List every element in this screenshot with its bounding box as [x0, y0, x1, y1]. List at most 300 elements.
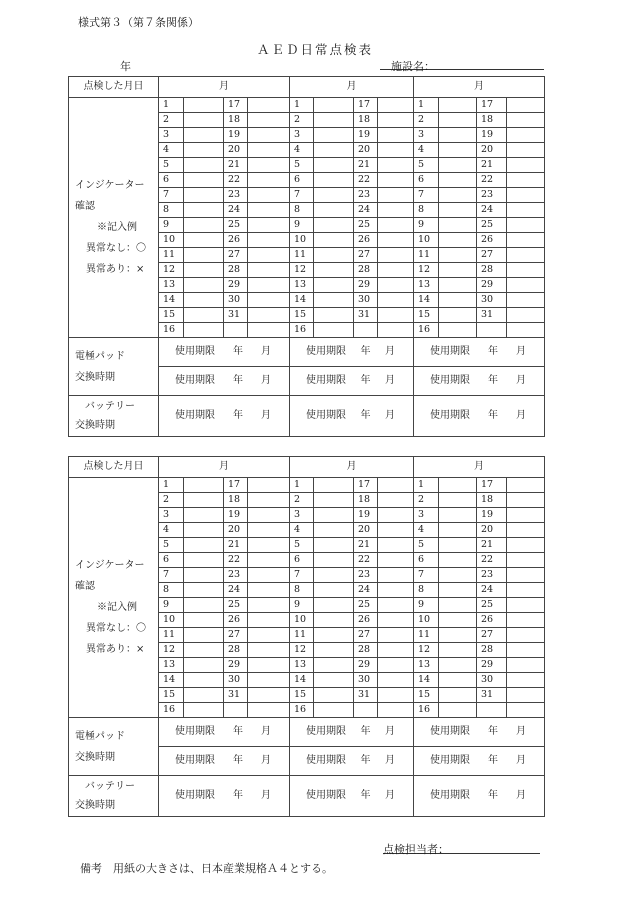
check-cell[interactable]: [314, 308, 354, 323]
expiry-date-cell[interactable]: [290, 747, 414, 776]
indicator-label-line: 異常なし：〇: [86, 623, 146, 634]
day-number: 21: [224, 158, 248, 173]
check-cell[interactable]: [248, 173, 290, 188]
check-cell[interactable]: [507, 293, 545, 308]
day-number: 3: [414, 508, 439, 523]
day-number: 30: [477, 673, 507, 688]
check-cell[interactable]: [507, 113, 545, 128]
month-unit: 月: [516, 410, 526, 421]
check-cell[interactable]: [507, 643, 545, 658]
check-cell[interactable]: [248, 568, 290, 583]
day-number: 9: [159, 218, 184, 233]
day-number: 6: [159, 173, 184, 188]
check-cell[interactable]: [378, 553, 414, 568]
check-cell[interactable]: [314, 643, 354, 658]
check-cell[interactable]: [439, 538, 477, 553]
check-cell[interactable]: [248, 553, 290, 568]
day-number: 21: [224, 538, 248, 553]
check-cell[interactable]: [507, 248, 545, 263]
check-cell[interactable]: [378, 493, 414, 508]
check-cell[interactable]: [314, 158, 354, 173]
check-cell[interactable]: [248, 278, 290, 293]
check-cell[interactable]: [314, 233, 354, 248]
check-cell[interactable]: [314, 143, 354, 158]
check-cell[interactable]: [507, 128, 545, 143]
check-cell[interactable]: [314, 188, 354, 203]
check-cell[interactable]: [439, 128, 477, 143]
check-cell[interactable]: [378, 113, 414, 128]
check-cell[interactable]: [439, 323, 477, 338]
day-number: 9: [414, 598, 439, 613]
check-cell[interactable]: [439, 568, 477, 583]
day-number: 24: [224, 583, 248, 598]
day-number: 21: [354, 158, 378, 173]
check-cell[interactable]: [439, 98, 477, 113]
month-header[interactable]: 月: [159, 77, 290, 98]
check-cell[interactable]: [439, 628, 477, 643]
check-cell[interactable]: [378, 173, 414, 188]
day-number: 21: [477, 538, 507, 553]
check-cell[interactable]: [378, 308, 414, 323]
inspection-table-1: [68, 76, 545, 437]
check-cell[interactable]: [507, 158, 545, 173]
check-cell[interactable]: [184, 113, 224, 128]
day-number: 14: [290, 293, 314, 308]
inspector-field[interactable]: 点検担当者：: [383, 841, 540, 854]
check-cell[interactable]: [248, 508, 290, 523]
check-cell[interactable]: [184, 218, 224, 233]
check-cell[interactable]: [507, 98, 545, 113]
battery-label-line: バッテリー: [85, 401, 135, 412]
day-number: 19: [354, 128, 378, 143]
check-cell[interactable]: [439, 553, 477, 568]
check-cell[interactable]: [507, 323, 545, 338]
check-cell[interactable]: [314, 553, 354, 568]
check-cell[interactable]: [507, 688, 545, 703]
expiry-date-cell[interactable]: [414, 718, 545, 747]
check-cell[interactable]: [248, 478, 290, 493]
check-cell[interactable]: [314, 523, 354, 538]
check-cell[interactable]: [248, 143, 290, 158]
check-cell[interactable]: [439, 688, 477, 703]
pad-label: [69, 718, 159, 776]
check-cell[interactable]: [507, 613, 545, 628]
day-number: 23: [477, 188, 507, 203]
expiry-date-cell[interactable]: [414, 747, 545, 776]
check-cell[interactable]: [314, 278, 354, 293]
check-cell[interactable]: [439, 583, 477, 598]
day-number: 26: [354, 233, 378, 248]
month-header[interactable]: 月: [414, 457, 545, 478]
check-cell[interactable]: [439, 478, 477, 493]
indicator-label-line: 確認: [75, 581, 95, 592]
indicator-label-line: ※記入例: [97, 602, 137, 613]
check-cell[interactable]: [439, 218, 477, 233]
day-number: 11: [159, 628, 184, 643]
check-cell[interactable]: [248, 673, 290, 688]
month-header[interactable]: 月: [414, 77, 545, 98]
check-cell[interactable]: [248, 188, 290, 203]
check-cell[interactable]: [184, 478, 224, 493]
check-cell[interactable]: [378, 628, 414, 643]
day-number: 29: [477, 658, 507, 673]
check-cell[interactable]: [314, 293, 354, 308]
day-number: 6: [414, 553, 439, 568]
check-cell[interactable]: [439, 658, 477, 673]
check-cell[interactable]: [439, 508, 477, 523]
check-cell[interactable]: [507, 493, 545, 508]
expiry-date-cell[interactable]: [414, 338, 545, 367]
check-cell[interactable]: [314, 263, 354, 278]
expiry-label: 使用期限: [430, 410, 470, 421]
day-number: 31: [224, 688, 248, 703]
check-cell[interactable]: [378, 203, 414, 218]
expiry-date-cell[interactable]: [414, 776, 545, 817]
check-cell[interactable]: [507, 553, 545, 568]
month-header[interactable]: 月: [290, 77, 414, 98]
day-number: 30: [224, 673, 248, 688]
check-cell[interactable]: [378, 583, 414, 598]
check-cell[interactable]: [248, 538, 290, 553]
check-cell[interactable]: [314, 538, 354, 553]
check-cell[interactable]: [378, 128, 414, 143]
check-cell[interactable]: [314, 658, 354, 673]
expiry-date-cell[interactable]: [159, 396, 290, 437]
expiry-label: 使用期限: [306, 790, 346, 801]
check-cell[interactable]: [507, 233, 545, 248]
check-cell[interactable]: [378, 143, 414, 158]
check-cell[interactable]: [184, 538, 224, 553]
check-cell[interactable]: [248, 323, 290, 338]
check-cell[interactable]: [439, 143, 477, 158]
check-cell[interactable]: [439, 248, 477, 263]
check-cell[interactable]: [378, 538, 414, 553]
day-number: 13: [290, 278, 314, 293]
expiry-date-cell[interactable]: [159, 776, 290, 817]
check-cell[interactable]: [184, 158, 224, 173]
check-cell[interactable]: [507, 703, 545, 718]
check-cell[interactable]: [184, 98, 224, 113]
check-cell[interactable]: [507, 538, 545, 553]
check-cell[interactable]: [439, 173, 477, 188]
day-number: 2: [290, 493, 314, 508]
check-cell[interactable]: [439, 263, 477, 278]
battery-label-line: バッテリー: [85, 781, 135, 792]
check-cell[interactable]: [439, 158, 477, 173]
check-cell[interactable]: [314, 628, 354, 643]
check-cell[interactable]: [314, 598, 354, 613]
check-cell[interactable]: [314, 218, 354, 233]
check-cell[interactable]: [248, 703, 290, 718]
check-cell[interactable]: [507, 143, 545, 158]
check-cell[interactable]: [378, 568, 414, 583]
check-cell[interactable]: [378, 323, 414, 338]
expiry-date: [159, 789, 289, 803]
check-cell[interactable]: [248, 248, 290, 263]
check-cell[interactable]: [248, 113, 290, 128]
expiry-date: [290, 789, 413, 803]
check-cell[interactable]: [184, 628, 224, 643]
check-cell[interactable]: [248, 523, 290, 538]
day-number: 30: [224, 293, 248, 308]
check-cell[interactable]: [184, 658, 224, 673]
check-cell[interactable]: [507, 173, 545, 188]
day-number: 30: [477, 293, 507, 308]
check-cell[interactable]: [507, 523, 545, 538]
check-cell[interactable]: [507, 478, 545, 493]
check-cell[interactable]: [439, 233, 477, 248]
year-unit: 年: [233, 410, 243, 421]
check-cell[interactable]: [314, 98, 354, 113]
check-cell[interactable]: [184, 583, 224, 598]
check-cell[interactable]: [184, 143, 224, 158]
day-number: 26: [354, 613, 378, 628]
check-cell[interactable]: [507, 583, 545, 598]
check-cell[interactable]: [184, 203, 224, 218]
check-cell[interactable]: [314, 173, 354, 188]
check-cell[interactable]: [248, 128, 290, 143]
day-number: 31: [354, 308, 378, 323]
day-number: 3: [159, 508, 184, 523]
check-cell[interactable]: [184, 598, 224, 613]
check-cell[interactable]: [378, 508, 414, 523]
check-cell[interactable]: [378, 523, 414, 538]
check-cell[interactable]: [184, 673, 224, 688]
day-number: 10: [414, 613, 439, 628]
day-number: 23: [224, 568, 248, 583]
check-cell[interactable]: [184, 553, 224, 568]
check-cell[interactable]: [439, 493, 477, 508]
check-cell[interactable]: [184, 688, 224, 703]
check-cell[interactable]: [439, 293, 477, 308]
day-number: 16: [414, 703, 439, 718]
check-cell[interactable]: [439, 113, 477, 128]
check-cell[interactable]: [184, 323, 224, 338]
check-cell[interactable]: [507, 658, 545, 673]
check-cell[interactable]: [248, 658, 290, 673]
expiry-date-cell[interactable]: [414, 367, 545, 396]
day-number: 10: [159, 613, 184, 628]
check-cell[interactable]: [507, 673, 545, 688]
expiry-date-cell[interactable]: [290, 776, 414, 817]
page-title: ＡＥＤ日常点検表: [256, 42, 373, 57]
month-unit: 月: [261, 375, 271, 386]
check-cell[interactable]: [314, 113, 354, 128]
check-cell[interactable]: [184, 248, 224, 263]
expiry-date-cell[interactable]: [290, 718, 414, 747]
expiry-date-cell[interactable]: [159, 747, 290, 776]
expiry-date-cell[interactable]: [290, 338, 414, 367]
day-number: 26: [224, 233, 248, 248]
day-number: 4: [414, 143, 439, 158]
check-cell[interactable]: [378, 158, 414, 173]
check-cell[interactable]: [378, 293, 414, 308]
expiry-label: 使用期限: [306, 410, 346, 421]
day-number: [477, 323, 507, 338]
check-cell[interactable]: [248, 583, 290, 598]
day-number: 12: [414, 643, 439, 658]
check-cell[interactable]: [439, 613, 477, 628]
check-cell[interactable]: [184, 508, 224, 523]
day-number: 10: [290, 613, 314, 628]
check-cell[interactable]: [507, 263, 545, 278]
day-number: 23: [477, 568, 507, 583]
check-cell[interactable]: [378, 233, 414, 248]
check-cell[interactable]: [184, 613, 224, 628]
expiry-date: [414, 345, 544, 359]
check-cell[interactable]: [507, 188, 545, 203]
day-number: 22: [354, 553, 378, 568]
month-unit: 月: [261, 790, 271, 801]
check-cell[interactable]: [378, 613, 414, 628]
check-cell[interactable]: [507, 203, 545, 218]
day-number: 28: [477, 643, 507, 658]
check-cell[interactable]: [248, 293, 290, 308]
day-number: 17: [354, 478, 378, 493]
day-number: 22: [224, 553, 248, 568]
check-cell[interactable]: [314, 508, 354, 523]
expiry-date-cell[interactable]: [414, 396, 545, 437]
month-header[interactable]: 月: [159, 457, 290, 478]
day-number: 4: [290, 143, 314, 158]
check-cell[interactable]: [439, 308, 477, 323]
check-cell[interactable]: [507, 278, 545, 293]
expiry-date: [159, 374, 289, 388]
check-cell[interactable]: [378, 278, 414, 293]
check-cell[interactable]: [184, 128, 224, 143]
day-number: 5: [414, 158, 439, 173]
check-cell[interactable]: [248, 643, 290, 658]
check-cell[interactable]: [314, 673, 354, 688]
check-cell[interactable]: [507, 628, 545, 643]
day-number: 27: [354, 628, 378, 643]
check-cell[interactable]: [248, 233, 290, 248]
check-cell[interactable]: [184, 493, 224, 508]
check-cell[interactable]: [248, 158, 290, 173]
check-cell[interactable]: [184, 233, 224, 248]
check-cell[interactable]: [439, 188, 477, 203]
check-cell[interactable]: [314, 688, 354, 703]
check-cell[interactable]: [507, 218, 545, 233]
day-number: 28: [354, 643, 378, 658]
expiry-date-cell[interactable]: [290, 367, 414, 396]
check-cell[interactable]: [248, 598, 290, 613]
expiry-date: [290, 374, 413, 388]
check-cell[interactable]: [184, 643, 224, 658]
facility-name-field[interactable]: 施設名：: [380, 58, 544, 70]
year-unit: 年: [488, 755, 498, 766]
check-cell[interactable]: [378, 98, 414, 113]
day-number: 8: [414, 203, 439, 218]
check-cell[interactable]: [184, 293, 224, 308]
day-number: 29: [354, 658, 378, 673]
check-cell[interactable]: [248, 493, 290, 508]
check-cell[interactable]: [248, 613, 290, 628]
indicator-label-line: 異常なし：〇: [86, 243, 146, 254]
check-cell[interactable]: [314, 248, 354, 263]
day-number: 25: [477, 218, 507, 233]
check-cell[interactable]: [184, 263, 224, 278]
check-cell[interactable]: [248, 98, 290, 113]
check-cell[interactable]: [507, 598, 545, 613]
check-cell[interactable]: [184, 703, 224, 718]
check-cell[interactable]: [314, 128, 354, 143]
check-cell[interactable]: [248, 203, 290, 218]
expiry-date-cell[interactable]: [159, 338, 290, 367]
check-cell[interactable]: [439, 203, 477, 218]
day-number: 15: [159, 688, 184, 703]
check-cell[interactable]: [378, 598, 414, 613]
check-cell[interactable]: [378, 188, 414, 203]
month-unit: 月: [516, 375, 526, 386]
expiry-date: [290, 725, 413, 739]
check-cell[interactable]: [184, 173, 224, 188]
day-number: 20: [224, 523, 248, 538]
expiry-date-cell[interactable]: [290, 396, 414, 437]
check-cell[interactable]: [378, 703, 414, 718]
day-number: 23: [354, 568, 378, 583]
check-cell[interactable]: [314, 583, 354, 598]
check-cell[interactable]: [314, 493, 354, 508]
check-cell[interactable]: [184, 278, 224, 293]
check-cell[interactable]: [248, 688, 290, 703]
check-cell[interactable]: [507, 308, 545, 323]
check-cell[interactable]: [378, 688, 414, 703]
check-cell[interactable]: [248, 628, 290, 643]
check-cell[interactable]: [507, 508, 545, 523]
check-cell[interactable]: [378, 478, 414, 493]
check-cell[interactable]: [439, 278, 477, 293]
check-cell[interactable]: [184, 308, 224, 323]
check-cell[interactable]: [378, 673, 414, 688]
check-cell[interactable]: [314, 613, 354, 628]
check-cell[interactable]: [184, 188, 224, 203]
check-cell[interactable]: [439, 523, 477, 538]
check-cell[interactable]: [184, 523, 224, 538]
check-cell[interactable]: [314, 203, 354, 218]
check-cell[interactable]: [378, 263, 414, 278]
check-cell[interactable]: [248, 308, 290, 323]
check-cell[interactable]: [507, 568, 545, 583]
day-number: 18: [224, 493, 248, 508]
check-cell[interactable]: [378, 658, 414, 673]
check-cell[interactable]: [314, 323, 354, 338]
day-number: 12: [159, 643, 184, 658]
check-cell[interactable]: [314, 478, 354, 493]
check-cell[interactable]: [248, 263, 290, 278]
check-cell[interactable]: [439, 703, 477, 718]
expiry-date-cell[interactable]: [159, 718, 290, 747]
expiry-date-cell[interactable]: [159, 367, 290, 396]
month-header[interactable]: 月: [290, 457, 414, 478]
day-number: 7: [159, 568, 184, 583]
check-cell[interactable]: [378, 248, 414, 263]
day-number: 23: [224, 188, 248, 203]
check-cell[interactable]: [248, 218, 290, 233]
check-cell[interactable]: [184, 568, 224, 583]
check-cell[interactable]: [439, 673, 477, 688]
day-number: [354, 703, 378, 718]
day-number: 12: [159, 263, 184, 278]
check-cell[interactable]: [439, 598, 477, 613]
check-cell[interactable]: [439, 643, 477, 658]
check-cell[interactable]: [378, 643, 414, 658]
check-cell[interactable]: [314, 703, 354, 718]
check-cell[interactable]: [378, 218, 414, 233]
year-unit: 年: [233, 755, 243, 766]
battery-label: [69, 776, 159, 817]
check-cell[interactable]: [314, 568, 354, 583]
